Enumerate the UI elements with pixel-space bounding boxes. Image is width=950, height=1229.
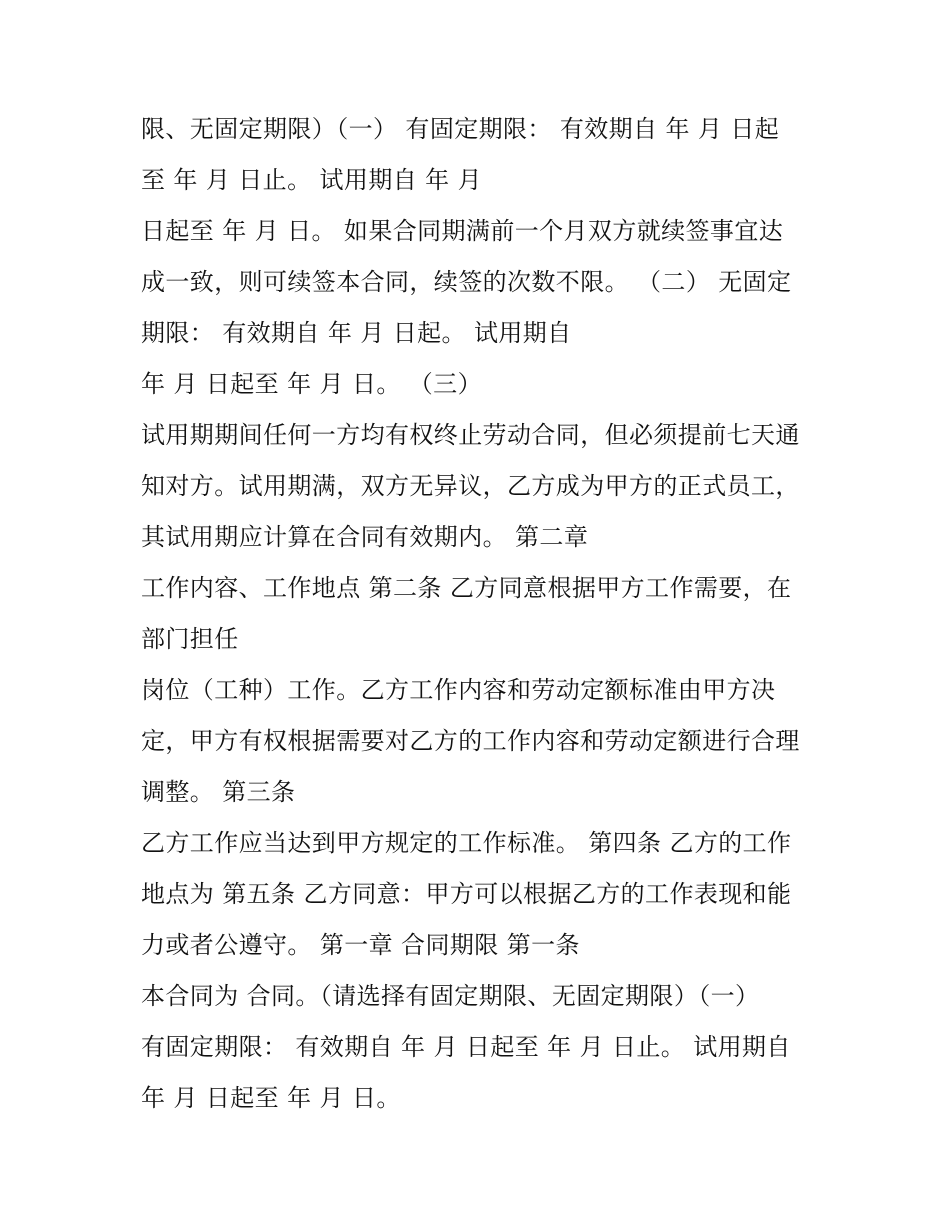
text-line: 年 月 日起至 年 月 日。 （三） bbox=[141, 370, 482, 398]
text-line: 力或者公遵守。 第一章 合同期限 第一条 bbox=[141, 931, 580, 959]
text-line: 地点为 第五条 乙方同意：甲方可以根据乙方的工作表现和能 bbox=[141, 880, 792, 908]
text-line: 有固定期限： 有效期自 年 月 日起至 年 月 日止。 试用期自 bbox=[141, 1033, 791, 1061]
text-line: 本合同为 合同。（请选择有固定期限、无固定期限）（一） bbox=[141, 982, 760, 1010]
text-line: 乙方工作应当达到甲方规定的工作标准。 第四条 乙方的工作 bbox=[141, 829, 792, 857]
text-line: 年 月 日起至 年 月 日。 bbox=[141, 1084, 401, 1112]
text-line: 知对方。试用期满，双方无异议，乙方成为甲方的正式员工， bbox=[141, 472, 800, 500]
text-line: 试用期期间任何一方均有权终止劳动合同，但必须提前七天通 bbox=[141, 421, 800, 449]
text-line: 成一致，则可续签本合同，续签的次数不限。 （二） 无固定 bbox=[141, 268, 792, 296]
text-line: 定，甲方有权根据需要对乙方的工作内容和劳动定额进行合理 bbox=[141, 727, 800, 755]
text-line: 期限： 有效期自 年 月 日起。 试用期自 bbox=[141, 319, 572, 347]
text-line: 调整。 第三条 bbox=[141, 778, 296, 806]
text-line: 工作内容、工作地点 第二条 乙方同意根据甲方工作需要，在 bbox=[141, 574, 792, 602]
text-line: 日起至 年 月 日。 如果合同期满前一个月双方就续签事宜达 bbox=[141, 217, 784, 245]
text-line: 部门担任 bbox=[141, 625, 239, 653]
text-line: 岗位（工种）工作。乙方工作内容和劳动定额标准由甲方决 bbox=[141, 676, 776, 704]
text-line: 其试用期应计算在合同有效期内。 第二章 bbox=[141, 523, 589, 551]
text-line: 限、无固定期限）（一） 有固定期限： 有效期自 年 月 日起 bbox=[141, 115, 780, 143]
text-line: 至 年 月 日止。 试用期自 年 月 bbox=[141, 166, 482, 194]
